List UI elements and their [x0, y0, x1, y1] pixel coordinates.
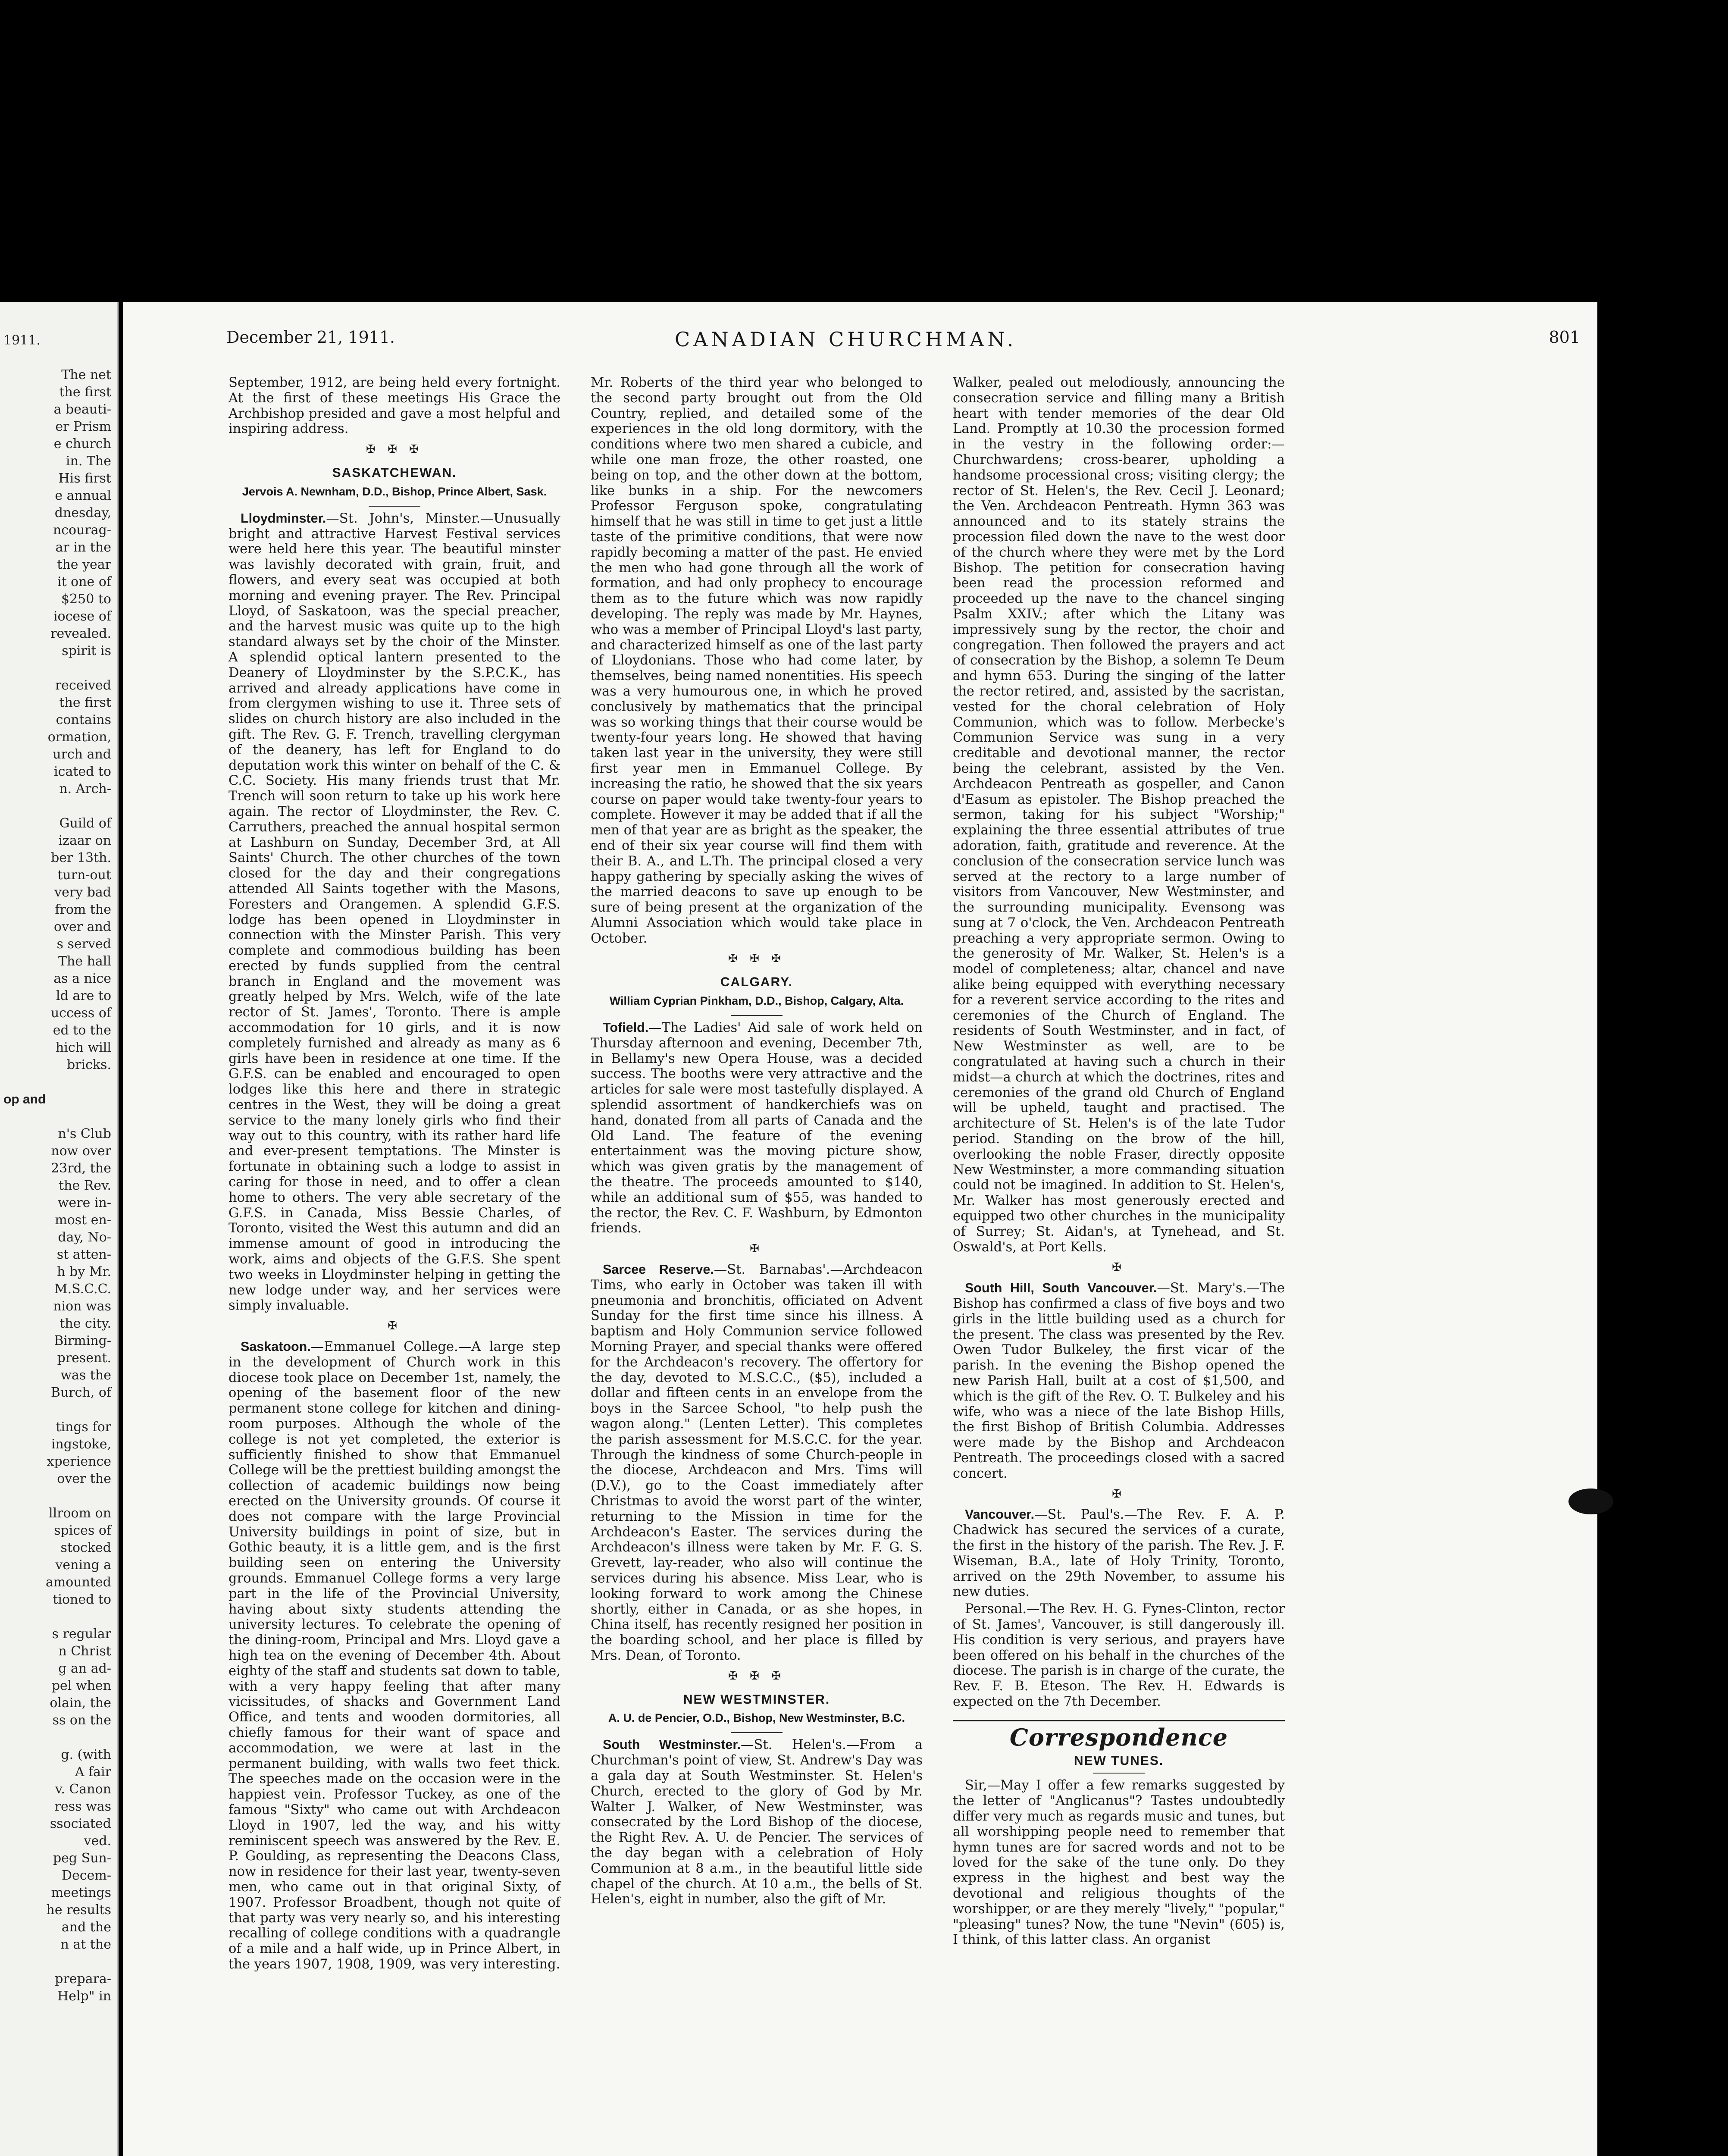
left-page-line: Birming-	[54, 1333, 111, 1348]
left-page-line	[3, 660, 111, 677]
left-page-line: prepara-	[55, 1971, 111, 1987]
left-page-line: ed to the	[53, 1023, 111, 1038]
left-page-line: ld are to	[56, 988, 111, 1003]
article-personal: Personal.—The Rev. H. G. Fynes-Clinton, rector of St. James', Vancouver, is still dangerously ill. His condition is very serious, and prayers have been offered on his behalf in the churches of the diocese. The parish is in charge of the curate, the Rev. F. B. Eteson. The Rev. H. Edwards is expected on the 7th December.	[953, 1601, 1285, 1709]
left-page-line	[3, 1488, 111, 1505]
left-page-line: v. Canon	[55, 1782, 111, 1797]
ornament: ✠ ✠ ✠	[728, 952, 785, 965]
left-page-line: ormation,	[47, 730, 111, 745]
left-page-line: ved.	[84, 1833, 111, 1849]
article-south-westminster	[591, 1737, 923, 1907]
left-page-line: the year	[57, 557, 111, 572]
section-heading-new-westminster: NEW WESTMINSTER.	[683, 1692, 830, 1707]
left-page-line: peg Sun-	[53, 1851, 111, 1866]
left-page-line: h by Mr.	[57, 1264, 111, 1279]
left-page-line: as a nice	[53, 971, 111, 986]
article-lead: Lloydminster.	[241, 511, 326, 526]
article-lead: Sarcee Reserve.	[603, 1262, 714, 1277]
pen-shadow-icon	[1561, 1475, 1728, 1539]
left-page-line: and the	[61, 1920, 111, 1935]
left-page-line: n at the	[60, 1937, 111, 1952]
left-page-line	[3, 1608, 111, 1626]
left-page-line: izaar on	[58, 833, 111, 848]
left-page-line: A fair	[75, 1764, 111, 1780]
left-page-line: n Christ	[58, 1644, 111, 1659]
left-page-line: spices of	[54, 1523, 111, 1538]
left-page-line: present.	[57, 1351, 111, 1366]
ornament: ✠	[750, 1242, 764, 1256]
article-continuation: Mr. Roberts of the third year who belonged to the second party brought out from the Old Country, replied, and detailed some of the experiences in the old long dormitory, with the conditions where two men shared a cubicle, and while one man froze, the other roasted, one being on top, and the other down at the bottom, like bunks in a ship. For the newcomers Professor Ferguson spoke, congratulating himself that he was still in time to get just a little taste of the primitive conditions, that were now rapidly becoming a matter of the past. He envied the men who had gone through all the work of formation, and had only prophecy to encourage them as to the future which was now rapidly developing. The reply was made by Mr. Haynes, who was a member of Principal Lloyd's last party, and characterized himself as one of the last party of Lloydonians. Those who had come later, by themselves, being named nonentities. His speech was a very humourous one, in which he proved conclusively by mathematics that the principal was so working things that their course would be twenty-four years long. He showed that having taken last year in the university, they were still first year men in Emmanuel College. By increasing the ratio, he showed that the six years course on paper would take twenty-four years to complete. However it may be added that if all the men of that year are as bright as the speaker, the end of their six year course will find them with their B. A., and L.Th. The principal closed a very happy gathering by specially asking the wives of the married deacons to save up enough to be sure of being present at the organization of the Alumni Association which would take place in October.	[591, 375, 923, 946]
left-page-line: the city.	[59, 1316, 111, 1331]
article-body: —Emmanuel College.—A large step in the development of Church work in this diocese took place on December 1st, namely, the opening of the basement floor of the new permanent stone college for kitchen and dining-room purposes. Although the whole of the college is not yet completed, the exterior is sufficiently finished to show that Emmanuel College will be the prettiest building amongst the collection of academic buildings now being erected on the University grounds. Of course it does not compare with the large Provincial University buildings in point of size, but in Gothic beauty, it is a little gem, and is the first building seen on entering the University grounds. Emmanuel College forms a very large part in the life of the Provincial University, having about sixty students attending the university lectures. To celebrate the opening of the dining-room, Principal and Mrs. Lloyd gave a high tea on the evening of December 4th. About eighty of the staff and students sat down to table, with a very happy feeling that after many vicissitudes, of shacks and Government Land Office, and tents and wooden dormitories, all chiefly famous for their want of space and accommodation, we were at last in the permanent building, with walls two feet thick. The speeches made on the occasion were in the happiest vein. Professor Tuckey, as one of the famous "Sixty" who came out with Archdeacon Lloyd in 1907, led the way, and his witty reminiscent speech was answered by the Rev. E. P. Goulding, as representing the Deacons Class, now in residence for their last year, twenty-seven men, who came out in that original Sixty, of 1907. Professor Broadbent, though not quite of that party was very nearly so, and his interesting recalling of college conditions with a quadrangle of a mile and a half wide, up in Prince Albert, in the years 1907, 1908, 1909, was very interesting.	[229, 1339, 560, 1972]
divider	[1093, 1773, 1145, 1774]
article-lead: South Hill, South Vancouver.	[965, 1281, 1157, 1296]
left-page-line: His first	[58, 471, 111, 486]
left-page-line: he results	[46, 1902, 111, 1918]
left-page-line: ber 13th.	[51, 850, 111, 865]
left-page-line	[3, 1401, 111, 1419]
left-page-line: over and	[53, 919, 111, 934]
left-page-line: stocked	[60, 1540, 111, 1555]
section-heading-calgary: CALGARY.	[720, 975, 793, 990]
article-lead: Tofield.	[603, 1020, 649, 1035]
intro-paragraph: September, 1912, are being held every fortnight. At the first of these meetings His Grace the Archbishop presided and gave a most helpful and inspiring address.	[229, 375, 560, 437]
left-page-line	[3, 1108, 111, 1125]
column-1	[229, 375, 560, 1974]
section-rule	[953, 1720, 1285, 1721]
article-continuation: Walker, pealed out melodiously, announcing the consecration service and filling many a British heart with tender memories of the dear Old Land. Promptly at 10.30 the procession formed in the vestry in the following order:—Churchwardens; cross-bearer, upholding a handsome processional cross; visiting clergy; the rector of St. Helen's, the Rev. Cecil J. Leonard; the Ven. Archdeacon Pentreath. Hymn 363 was announced and to its stately strains the procession filed down the nave to the west door of the church where they were met by the Lord Bishop. The petition for consecration having been read the procession reformed and proceeded up the nave to the chancel singing Psalm XXIV.; after which the Litany was impressively sung by the rector, the choir and congregation. Then followed the prayers and act of consecration by the Bishop, a solemn Te Deum and hymn 653. During the singing of the latter the rector retired, and, assisted by the sacristan, vested for the choral celebration of Holy Communion, which was to follow. Merbecke's Communion Service was sung in a very creditable and devotional manner, the rector being the celebrant, assisted by the Ven. Archdeacon Pentreath as gospeller, and Canon d'Easum as epistoler. The Bishop preached the sermon, taking for his subject "Worship;" explaining the three essential attributes of true adoration, faith, gratitude and reverence. At the conclusion of the consecration service lunch was served at the rectory to a large number of visitors from Vancouver, New Westminster, and the surrounding municipality. Evensong was sung at 7 o'clock, the Ven. Archdeacon Pentreath preaching a very appropriate sermon. Owing to the generosity of Mr. Walker, St. Helen's is a model of completeness; altar, chancel and nave alike being equipped with everything necessary for a reverent service according to the rites and ceremonies of the Church of England. The residents of South Westminster, and in fact, of New Westminster as well, are to be congratulated at having such a church in their midst—a church at which the doctrines, rites and ceremonies of the grand old Church of England will be upheld, taught and practised. The architecture of St. Helen's is of the late Tudor period. Standing on the brow of the hill, overlooking the noble Fraser, directly opposite New Westminster, a more commanding situation could not be imagined. In addition to St. Helen's, Mr. Walker has most generously erected and equipped two other churches in the municipality of Surrey; St. Aidan's, at Tynehead, and St. Oswald's, at Port Kells.	[953, 375, 1285, 1255]
header-date: December 21, 1911.	[226, 328, 395, 347]
article-body: —St. Mary's.—The Bishop has confirmed a class of five boys and two girls in the little building used as a church for the present. The class was presented by the Rev. Owen Tudor Bulkeley, the first vicar of the parish. In the evening the Bishop opened the new Parish Hall, built at a cost of $1,500, and which is the gift of the Rev. O. T. Bulkeley and his wife, who was a niece of the late Bishop Hills, the first Bishop of British Columbia. Addresses were made by the Bishop and Archdeacon Pentreath. The proceedings closed with a sacred concert.	[953, 1281, 1285, 1481]
left-page-line: e church	[53, 436, 111, 451]
left-page-line: very bad	[54, 885, 111, 900]
left-page-line: received	[55, 678, 111, 693]
left-page-line: ss on the	[52, 1713, 111, 1728]
left-page-line: Decem-	[62, 1868, 111, 1883]
bishop-line: Jervois A. Newnham, D.D., Bishop, Prince Albert, Sask.	[242, 485, 547, 498]
article-sarcee	[591, 1262, 923, 1664]
article-lead: Vancouver.	[965, 1507, 1035, 1522]
left-page-line: g. (with	[61, 1747, 111, 1762]
left-page-line: tioned to	[53, 1592, 111, 1607]
left-page-line: vening a	[55, 1557, 111, 1573]
left-page-line: n. Arch-	[59, 781, 111, 796]
left-page-line: Help" in	[57, 1989, 111, 2004]
left-page-line: most en-	[55, 1213, 111, 1228]
ornament: ✠ ✠ ✠	[366, 443, 423, 456]
article-body: —St. John's, Minster.—Unusually bright and attractive Harvest Festival services were held here this year. The beautiful minster was lavishly decorated with grain, fruit, and flowers, and every seat was occupied at both morning and evening prayer. The Rev. Principal Lloyd, of Saskatoon, was the special preacher, and the harvest music was quite up to the high standard always set by the choir of the Minster. A splendid optical lantern presented to the Deanery of Lloydminster by the S.P.C.K., has arrived and already applications have come in from clergymen wishing to use it. Three sets of slides on church history are also included in the gift. The Rev. G. F. Trench, travelling clergyman of the deanery, has left for England to do deputation work this winter on behalf of the C. & C.C. Society. His many friends trust that Mr. Trench will soon return to take up his work here again. The rector of Lloydminster, the Rev. C. Carruthers, preached the annual hospital sermon at Lashburn on Sunday, December 3rd, at All Saints' Church. The other churches of the town closed for the day and their congregations attended All Saints together with the Masons, Foresters and Orangemen. A splendid G.F.S. lodge has been opened in Lloydminster in connection with the Minster Parish. This very complete and commodious building has been erected by funds supplied from the central branch in England and the movement was greatly helped by Mrs. Welch, wife of the late rector of St. James', Toronto. There is ample accommodation for 10 girls, and it is now completely furnished and already as many as 6 girls have been in residence at one time. If the G.F.S. can be enabled and encouraged to open lodges like this here and there in strategic centres in the West, they will be doing a great service to the many lonely girls who find their way out to this country, with its rather hard life and ever-present temptations. The Minster is fortunate in obtaining such a lodge to assist in caring for those in need, and to offer a clean home to others. The very able secretary of the G.F.S. in Canada, Miss Bessie Charles, of Toronto, visited the West this autumn and did an immense amount of good in introducing the work, aims and objects of the G.F.S. She spent two weeks in Lloydminster helping in getting the new lodge under way, and her services were simply invaluable.	[229, 511, 560, 1313]
left-page-line: urch and	[53, 747, 111, 762]
ornament: ✠	[388, 1319, 401, 1333]
bishop-line: William Cyprian Pinkham, D.D., Bishop, Calgary, Alta.	[609, 994, 904, 1008]
left-page-line: hich will	[55, 1040, 111, 1055]
ornament: ✠	[1112, 1261, 1126, 1274]
article-body: —St. Paul's.—The Rev. F. A. P. Chadwick has secured the services of a curate, the first in the history of the parish. The Rev. J. F. Wiseman, B.A., late of Holy Trinity, Toronto, arrived on the 29th November, to assume his new duties.	[953, 1507, 1285, 1600]
ornament: ✠ ✠ ✠	[728, 1669, 785, 1683]
article-vancouver	[953, 1507, 1285, 1600]
left-page-line: uccess of	[50, 1006, 111, 1021]
left-page-line: s served	[56, 937, 111, 952]
left-page-line: was the	[60, 1368, 111, 1383]
left-page-line: ncourag-	[53, 523, 111, 538]
left-page-line: contains	[56, 712, 111, 727]
header-page-number: 801	[1549, 328, 1580, 347]
left-page-line: day, No-	[58, 1230, 111, 1245]
left-page-line: the first	[59, 385, 111, 400]
left-page-line: dnesday,	[54, 505, 111, 520]
left-page-line: ress was	[54, 1799, 111, 1814]
left-page-line: llroom on	[48, 1506, 111, 1521]
divider	[731, 1015, 783, 1016]
article-lloydminster	[229, 511, 560, 1313]
left-page-line: revealed.	[50, 626, 111, 641]
left-page-line: st atten-	[56, 1247, 111, 1262]
left-page-line: e annual	[55, 488, 111, 503]
article-lead: Saskatoon.	[241, 1339, 311, 1354]
page-header	[123, 328, 1597, 362]
left-page-line: in. The	[66, 454, 111, 469]
left-page-line: 23rd, the	[51, 1161, 111, 1176]
divider	[369, 506, 420, 507]
left-page-line: ssociated	[50, 1816, 111, 1831]
article-saskatoon	[229, 1339, 560, 1972]
left-page-line: op and	[3, 1092, 46, 1106]
left-page-line: pel when	[51, 1678, 111, 1693]
left-page-line: s regular	[52, 1626, 111, 1642]
article-body: —The Ladies' Aid sale of work held on Thursday afternoon and evening, December 7th, in Bellamy's new Opera House, was a decided success. The booths were very attractive and the articles for sale were most tastefully displayed. A splendid assortment of handkerchiefs was on hand, donated from all parts of Canada and the Old Land. The feature of the evening entertainment was the moving picture show, which was given gratis by the management of the theatre. The proceeds amounted to $140, while an additional sum of $55, was handed to the rector, the Rev. C. F. Washburn, by Edmonton friends.	[591, 1020, 923, 1236]
left-page-line: g an ad-	[58, 1661, 111, 1676]
ornament: ✠	[1112, 1487, 1126, 1501]
left-page-line: Burch, of	[50, 1385, 111, 1400]
article-body: —St. Helen's.—From a Churchman's point of view, St. Andrew's Day was a gala day at South Westminster. St. Helen's Church, erected to the glory of God by Mr. Walter J. Walker, of New Westminster, was consecrated by the Lord Bishop of the diocese, the Right Rev. A. U. de Pencier. The services of the day began with a celebration of Holy Communion at 8 a.m., in the beautiful little side chapel of the church. At 10 a.m., the bells of St. Helen's, eight in number, also the gift of Mr.	[591, 1737, 923, 1907]
left-page-line: nion was	[53, 1299, 111, 1314]
letter-new-tunes: Sir,—May I offer a few remarks suggested by the letter of "Anglicanus"? Tastes undoubtedly differ very much as regards music and tunes, but all worshipping people need to remember that hymn tunes are for sacred words and not to be loved for the sake of the tune only. Do they express in the highest and best way the devotional and religious thoughts of the worshipper, or are they merely "lively," "popular," "pleasing" tunes? Now, the tune "Nevin" (605) is, I think, of this latter class. An organist	[953, 1778, 1285, 1948]
newspaper-page	[123, 302, 1597, 2156]
column-2	[591, 375, 923, 1909]
left-page-line: now over	[51, 1144, 111, 1159]
left-page-line: The net	[61, 367, 111, 382]
article-lead: South Westminster.	[603, 1737, 741, 1752]
left-page-line: ingstoke,	[51, 1437, 111, 1452]
left-page-fragment	[0, 302, 119, 2156]
left-page-line: ar in the	[55, 540, 111, 555]
left-page-line: $250 to	[61, 592, 111, 607]
left-page-line: were in-	[57, 1195, 111, 1210]
left-page-line: tings for	[56, 1420, 111, 1435]
left-page-line	[3, 1953, 111, 1971]
section-heading-new-tunes: NEW TUNES.	[1074, 1753, 1164, 1768]
left-page-line: icated to	[54, 764, 111, 779]
left-page-line: Guild of	[59, 816, 111, 831]
divider	[731, 1732, 783, 1733]
left-page-line: turn-out	[57, 868, 111, 883]
article-body: —St. Barnabas'.—Archdeacon Tims, who early in October was taken ill with pneumonia and bronchitis, officiated on Advent Sunday for the first time since his illness. A baptism and Holy Communion service followed Morning Prayer, and special thanks were offered for the Archdeacon's recovery. The offertory for the day, devoted to M.S.C.C., ($5), included a dollar and fifteen cents in an envelope from the boys in the Sarcee School, "to help push the wagon along." (Lenten Letter). This completes the parish assessment for M.S.C.C. for the year. Through the kindness of some Church-people in the diocese, Archdeacon and Mrs. Tims will (D.V.), go to the Coast immediately after Christmas to avoid the worst part of the winter, returning to the Mission in time for the Archdeacon's Easter. The services during the Archdeacon's illness were taken by Mr. F. G. S. Grevett, lay-reader, who also will continue the services during his absence. Miss Lear, who is looking forward to work among the Chinese shortly, either in Canada, or as she hopes, in China itself, has recently resigned her position in the boarding school, and her place is filled by Mrs. Dean, of Toronto.	[591, 1262, 923, 1663]
column-3	[953, 375, 1285, 1949]
left-page-year: 1911.	[3, 333, 41, 348]
left-page-line: iocese of	[53, 609, 111, 624]
left-page-line: The hall	[58, 954, 111, 969]
left-page-line: n's Club	[58, 1126, 111, 1141]
left-page-line: er Prism	[55, 419, 111, 434]
left-page-line: a beauti-	[53, 402, 111, 417]
left-page-line: the first	[59, 695, 111, 710]
article-tofield	[591, 1020, 923, 1236]
left-page-line: xperience	[47, 1454, 111, 1469]
left-page-line: from the	[55, 902, 111, 917]
left-page-line	[3, 798, 111, 815]
left-page-line: it one of	[57, 574, 111, 589]
left-page-text	[3, 332, 111, 2005]
left-page-line: olain, the	[50, 1695, 111, 1711]
section-heading-saskatchewan: SASKATCHEWAN.	[332, 465, 457, 480]
left-page-line: meetings	[51, 1885, 111, 1900]
left-page-line: amounted	[45, 1575, 111, 1590]
left-page-line	[3, 1074, 111, 1091]
left-page-line: spirit is	[62, 643, 111, 658]
article-south-hill	[953, 1281, 1285, 1481]
left-page-line	[3, 1729, 111, 1746]
left-page-line: over the	[57, 1471, 111, 1486]
bishop-line: A. U. de Pencier, O.D., Bishop, New Westminster, B.C.	[608, 1711, 905, 1725]
correspondence-heading: Correspondence	[1009, 1723, 1228, 1751]
left-page-line: bricks.	[66, 1057, 111, 1072]
left-page-line: M.S.C.C.	[54, 1282, 111, 1297]
header-title: CANADIAN CHURCHMAN.	[675, 328, 1017, 351]
left-page-line: the Rev.	[59, 1178, 111, 1193]
